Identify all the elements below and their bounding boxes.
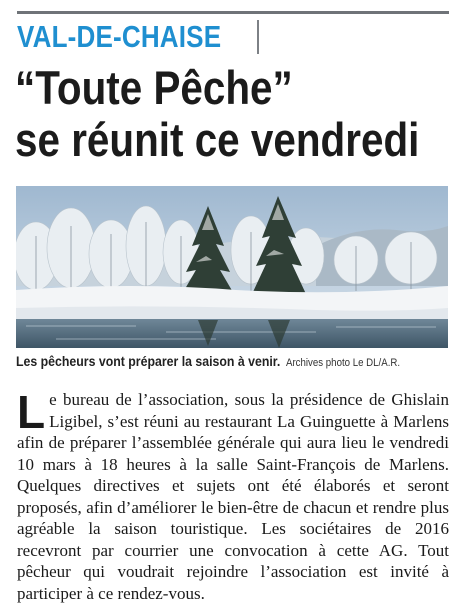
article-headline [15, 62, 419, 166]
snowy-lake-image [16, 186, 448, 348]
photo-caption [16, 353, 403, 371]
article-body [17, 386, 449, 604]
article-body-text: e bureau de l’association, sous la présidence de Ghislain Ligibel, s’est réuni au restaurant La Guinguette à Marlens afin de préparer l’assemblée générale qui aura lieu le vendredi 10 mars à 18 heures à la salle Saint-François de Marlens. Quelques directives et sujets ont été élaborés et seront proposés, afin d’améliorer le bien-être de chacun et rendre plus agréable la saison touristique. Les sociétaires de 2016 recevront par courrier une convocation à cette AG. Tout pêcheur qui voudrait rejoindre l’association est invité à participer à ce rendez-vous. [17, 390, 449, 603]
kicker-divider [257, 20, 259, 54]
headline-line-2: se réunit ce vendredi [15, 113, 420, 166]
headline-line-1: “Toute Pêche” [15, 61, 293, 114]
caption-text: Les pêcheurs vont préparer la saison à venir. [16, 353, 281, 369]
drop-cap: L [17, 386, 46, 438]
top-rule [17, 11, 449, 14]
section-kicker: VAL-DE-CHAISE [17, 19, 222, 54]
article-photo [16, 186, 448, 348]
photo-credit: Archives photo Le DL/A.R. [285, 357, 401, 369]
